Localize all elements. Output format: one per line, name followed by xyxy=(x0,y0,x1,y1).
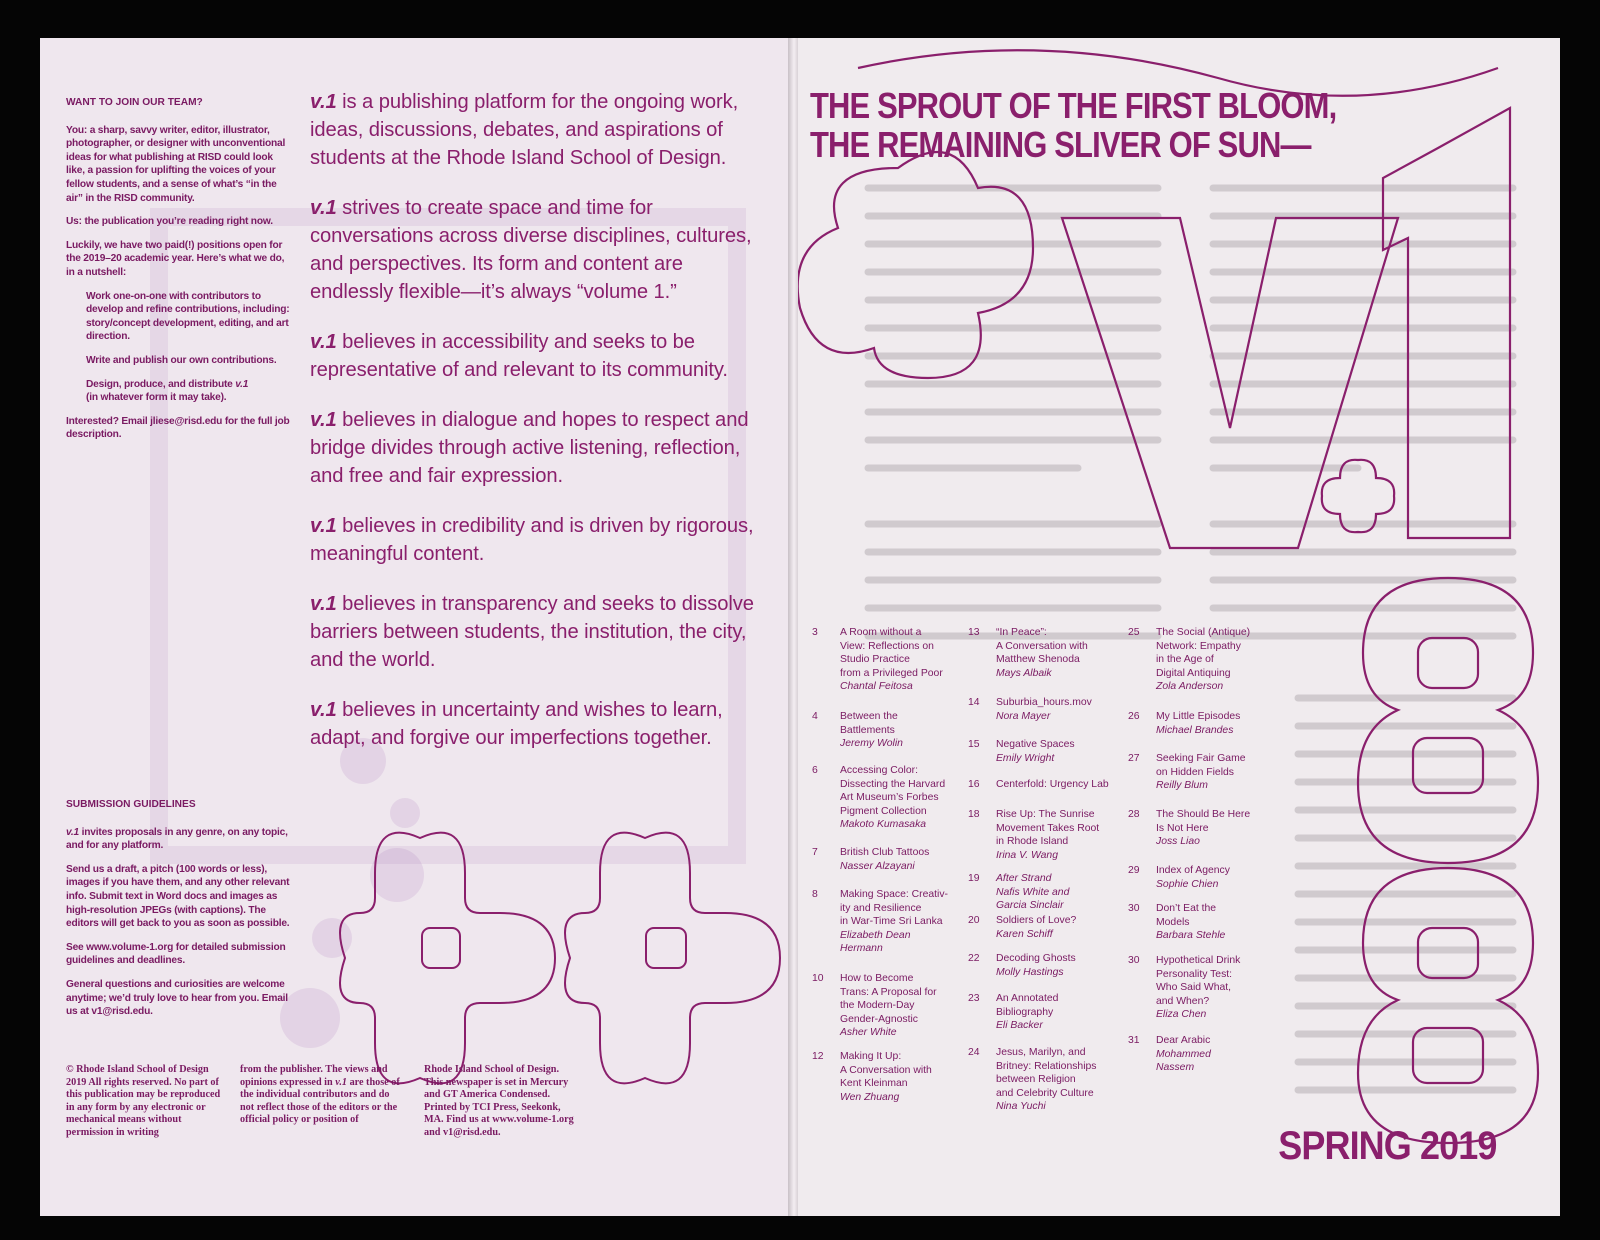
join-p1: You: a sharp, savvy writer, editor, illustrator, photographer, or designer with unconventional ideas for what publishing at RISD could look like, a passion for uplifting the voices of your fellow students, and a sense of what’s “in the air” in the RISD community. xyxy=(66,124,286,204)
mission-lead: v.1 xyxy=(310,409,337,431)
mission-lead: v.1 xyxy=(310,91,337,113)
mission-text: strives to create space and time for conversations across diverse disciplines, cultures, and perspectives. Its form and content are endlessly flexible—it’s always “volume 1.” xyxy=(310,197,752,303)
toc-title xyxy=(1156,864,1284,891)
toc-page-number: 6 xyxy=(812,765,818,776)
toc-author: Nina Yuchi xyxy=(996,1101,1046,1113)
submission-p2: Send us a draft, a pitch (100 words or less), images if you have them, and any other relevant info. Submit text in Word docs and images as high-resolution JPEGs (with captions). The editors will get back to you as soon as possible. xyxy=(66,863,290,930)
toc-entry xyxy=(1128,1034,1288,1114)
join-task-1: Work one-on-one with contributors to develop and refine contributions, including: story/concept development, editing, and art direction. xyxy=(86,290,290,343)
toc-title-text: Accessing Color: Dissecting the Harvard Art Museum’s Forbes Pigment Collection xyxy=(840,765,946,817)
toc-author: Reilly Blum xyxy=(1156,780,1208,792)
mission-paragraph xyxy=(310,590,765,674)
toc-author: Molly Hastings xyxy=(996,966,1064,978)
toc-title-text: Index of Agency xyxy=(1156,865,1230,876)
toc-title xyxy=(996,872,1124,913)
toc-author: Jeremy Wolin xyxy=(840,738,903,750)
toc-author: Nora Mayer xyxy=(996,710,1051,722)
toc-title xyxy=(1156,752,1284,793)
mission-paragraph xyxy=(310,512,765,568)
join-heading: WANT TO JOIN OUR TEAM? xyxy=(66,97,203,108)
toc-title-text: A Room without a View: Reflections on Studio Practice from a Privileged Poor xyxy=(840,627,943,679)
toc-author: Makoto Kumasaka xyxy=(840,819,927,831)
mission-statement xyxy=(310,88,765,774)
toc-title-text: Decoding Ghosts xyxy=(996,953,1076,964)
headline-line-2: THE REMAINING SLIVER OF SUN— xyxy=(810,124,1311,165)
toc-page-number: 7 xyxy=(812,847,818,858)
toc-title xyxy=(1156,902,1284,943)
toc-title-text: The Social (Antique) Network: Empathy in the Age of Digital Antiquing xyxy=(1156,627,1251,679)
toc-page-number: 8 xyxy=(812,889,818,900)
toc-page-number: 14 xyxy=(968,697,980,708)
toc-title-text: Rise Up: The Sunrise Movement Takes Root in Rhode Island xyxy=(996,809,1100,848)
toc-title xyxy=(840,972,968,1040)
toc-author: Sophie Chien xyxy=(1156,878,1219,890)
mission-text: believes in credibility and is driven by rigorous, meaningful content. xyxy=(310,515,754,565)
colophon-col-2 xyxy=(240,1064,400,1127)
mission-lead: v.1 xyxy=(310,331,337,353)
submission-p1-em: v.1 xyxy=(66,826,79,838)
toc-page-number: 4 xyxy=(812,711,818,722)
toc-title-text: Centerfold: Urgency Lab xyxy=(996,779,1109,790)
toc-author: Karen Schiff xyxy=(996,928,1053,940)
toc-title-text: Don’t Eat the Models xyxy=(1156,903,1217,928)
toc-page-number: 31 xyxy=(1128,1035,1140,1046)
toc-title xyxy=(1156,1034,1284,1075)
toc-title-text: Suburbia_hours.mov xyxy=(996,697,1092,708)
toc-author: Asher White xyxy=(840,1027,897,1039)
toc-author: Eliza Chen xyxy=(1156,1009,1207,1021)
toc-author: Wen Zhuang xyxy=(840,1091,900,1103)
toc-page-number: 29 xyxy=(1128,865,1140,876)
submission-heading: SUBMISSION GUIDELINES xyxy=(66,799,196,810)
bloom-shape-right xyxy=(565,833,780,1084)
toc-author: Chantal Feitosa xyxy=(840,681,913,693)
mission-text: believes in uncertainty and wishes to learn, adapt, and forgive our imperfections together. xyxy=(310,699,723,749)
spine-gutter xyxy=(788,38,798,1216)
toc-page-number: 28 xyxy=(1128,809,1140,820)
mission-lead: v.1 xyxy=(310,515,337,537)
toc-title xyxy=(1156,710,1284,737)
toc-entry xyxy=(1128,954,1288,1034)
join-p3: Luckily, we have two paid(!) positions open for the 2019–20 academic year. Here’s what we do, in a nutshell: xyxy=(66,239,285,278)
toc-author: Mohammed Nassem xyxy=(1156,1048,1211,1074)
toc-title xyxy=(996,778,1124,792)
toc-title xyxy=(996,992,1124,1033)
toc-entry xyxy=(812,626,972,706)
join-p4: Interested? Email jliese@risd.edu for the full job description. xyxy=(66,415,290,441)
issue-season: SPRING 2019 xyxy=(1277,1124,1496,1168)
mission-text: believes in dialogue and hopes to respect and bridge divides through active listening, reflection, and free and fair expression. xyxy=(310,409,749,487)
toc-title-text: Soldiers of Love? xyxy=(996,915,1077,926)
colophon-col-3: Rhode Island School of Design. This newspaper is set in Mercury and GT America Condensed. Printed by TCI Press, Seekonk, MA. Find us at www.volume-1.org and v1@risd.edu. xyxy=(424,1064,574,1138)
toc-author: Nasser Alzayani xyxy=(840,860,915,872)
submission-p4: General questions and curiosities are welcome anytime; we’d truly love to hear from you. Email us at v1@risd.edu. xyxy=(66,978,288,1018)
toc-page-number: 19 xyxy=(968,873,980,884)
issue-headline xyxy=(810,86,1446,164)
toc-title-text: How to Become Trans: A Proposal for the Modern-Day Gender-Agnostic xyxy=(840,973,937,1025)
toc-title-text: Making It Up: A Conversation with Kent Kleinman xyxy=(840,1051,932,1090)
toc-entry xyxy=(812,888,972,968)
toc-page-number: 16 xyxy=(968,779,980,790)
toc-entry xyxy=(812,1050,972,1130)
toc-page-number: 10 xyxy=(812,973,824,984)
submission-p1-text: invites proposals in any genre, on any topic, and for any platform. xyxy=(66,826,288,852)
toc-author: After Strand Nafis White and Garcia Sinclair xyxy=(996,873,1070,912)
toc-page-number: 3 xyxy=(812,627,818,638)
toc-entry xyxy=(1128,626,1288,706)
toc-title xyxy=(996,696,1124,723)
mission-paragraph xyxy=(310,696,765,752)
toc-author: Barbara Stehle xyxy=(1156,930,1226,942)
mission-paragraph xyxy=(310,88,765,172)
toc-title xyxy=(840,846,968,873)
mission-text: believes in transparency and seeks to dissolve barriers between students, the institution, the city, and the world. xyxy=(310,593,754,671)
toc-title-text: Between the Battlements xyxy=(840,711,898,736)
bloom-outline-graphic xyxy=(310,808,788,1098)
toc-page-number: 25 xyxy=(1128,627,1140,638)
colophon-col-2-text: from the publisher. The views and opinions expressed in xyxy=(240,1064,388,1088)
colophon-col-2-em: v.1 xyxy=(335,1076,348,1088)
toc-title xyxy=(996,808,1124,862)
toc-title-text: An Annotated Bibliography xyxy=(996,993,1059,1018)
toc-page-number: 22 xyxy=(968,953,980,964)
mission-paragraph xyxy=(310,406,765,490)
toc-author: Joss Liao xyxy=(1156,836,1200,848)
mission-lead: v.1 xyxy=(310,197,337,219)
toc-title-text: The Should Be Here Is Not Here xyxy=(1156,809,1251,834)
toc-title xyxy=(840,1050,968,1104)
toc-author: Michael Brandes xyxy=(1156,724,1234,736)
toc-title-text: Making Space: Creativ- ity and Resilience in War-Time Sri Lanka xyxy=(840,889,948,928)
mission-paragraph xyxy=(310,328,765,384)
toc-author: Mays Albaik xyxy=(996,667,1052,679)
toc-entry xyxy=(968,1046,1128,1126)
toc-page-number: 12 xyxy=(812,1051,824,1062)
toc-page-number: 15 xyxy=(968,739,980,750)
join-task-3-text-b: (in whatever form it may take). xyxy=(86,392,227,404)
toc-entry xyxy=(812,972,972,1052)
headline-line-1: THE SPROUT OF THE FIRST BLOOM, xyxy=(810,85,1337,126)
left-page xyxy=(40,38,788,1216)
submission-guidelines xyxy=(66,798,294,1029)
toc-page-number: 30 xyxy=(1128,903,1140,914)
colophon-col-2-text-b: are those of the individual contributors and do not reflect those of the editors or the official policy or position of xyxy=(240,1076,400,1126)
toc-page-number: 20 xyxy=(968,915,980,926)
bloom-shape-left xyxy=(340,833,555,1084)
toc-title xyxy=(996,738,1124,765)
join-task-2: Write and publish our own contributions. xyxy=(86,354,277,366)
mission-text: believes in accessibility and seeks to be representative of and relevant to its community. xyxy=(310,331,728,381)
toc-title xyxy=(840,888,968,956)
toc-page-number: 26 xyxy=(1128,711,1140,722)
join-task-3 xyxy=(66,378,294,405)
mission-paragraph xyxy=(310,194,765,306)
toc-author: Emily Wright xyxy=(996,752,1055,764)
toc-title xyxy=(840,626,968,694)
toc-title xyxy=(996,914,1124,941)
toc-page-number: 13 xyxy=(968,627,980,638)
toc-title-text: Hypothetical Drink Personality Test: Who Said What, and When? xyxy=(1156,955,1241,1007)
join-task-3-text: Design, produce, and distribute xyxy=(86,378,236,390)
toc-author: Zola Anderson xyxy=(1156,681,1224,693)
toc-page-number: 27 xyxy=(1128,753,1140,764)
toc-title-text: Jesus, Marilyn, and Britney: Relationships between Religion and Celebrity Culture xyxy=(996,1047,1097,1099)
toc-title xyxy=(996,626,1124,680)
toc-title xyxy=(996,1046,1124,1114)
toc-author: Eli Backer xyxy=(996,1020,1043,1032)
toc-title-text: Dear Arabic xyxy=(1156,1035,1211,1046)
join-task-3-em: v.1 xyxy=(235,378,249,390)
join-p2: Us: the publication you’re reading right now. xyxy=(66,216,273,228)
toc-title xyxy=(996,952,1124,979)
toc-title xyxy=(1156,808,1284,849)
toc-author: Irina V. Wang xyxy=(996,849,1058,861)
submission-p1 xyxy=(66,826,294,853)
toc-author: Elizabeth Dean Hermann xyxy=(840,929,911,955)
toc-page-number: 23 xyxy=(968,993,980,1004)
toc-entry xyxy=(968,626,1128,706)
toc-title xyxy=(840,764,968,832)
toc-entry xyxy=(812,764,972,844)
join-team-section xyxy=(66,96,294,452)
toc-title xyxy=(1156,954,1284,1022)
colophon-col-1: © Rhode Island School of Design 2019 All rights reserved. No part of this publication may be reproduced in any form by any electronic or mechanical means without permission in writing xyxy=(66,1064,221,1138)
mission-lead: v.1 xyxy=(310,699,337,721)
toc-title-text: Negative Spaces xyxy=(996,739,1075,750)
mission-text: is a publishing platform for the ongoing work, ideas, discussions, debates, and aspirations of students at the Rhode Island School of Design. xyxy=(310,91,739,169)
toc-title xyxy=(840,710,968,751)
submission-p3: See www.volume-1.org for detailed submission guidelines and deadlines. xyxy=(66,941,286,967)
toc-title-text: Seeking Fair Game on Hidden Fields xyxy=(1156,753,1246,778)
toc-title-text: My Little Episodes xyxy=(1156,711,1241,722)
toc-title-text: British Club Tattoos xyxy=(840,847,930,858)
toc-title xyxy=(1156,626,1284,694)
toc-page-number: 18 xyxy=(968,809,980,820)
toc-page-number: 30 xyxy=(1128,955,1140,966)
toc-title-text: “In Peace”: A Conversation with Matthew Shenoda xyxy=(996,627,1088,666)
mission-lead: v.1 xyxy=(310,593,337,615)
toc-page-number: 24 xyxy=(968,1047,980,1058)
right-page xyxy=(798,38,1560,1216)
